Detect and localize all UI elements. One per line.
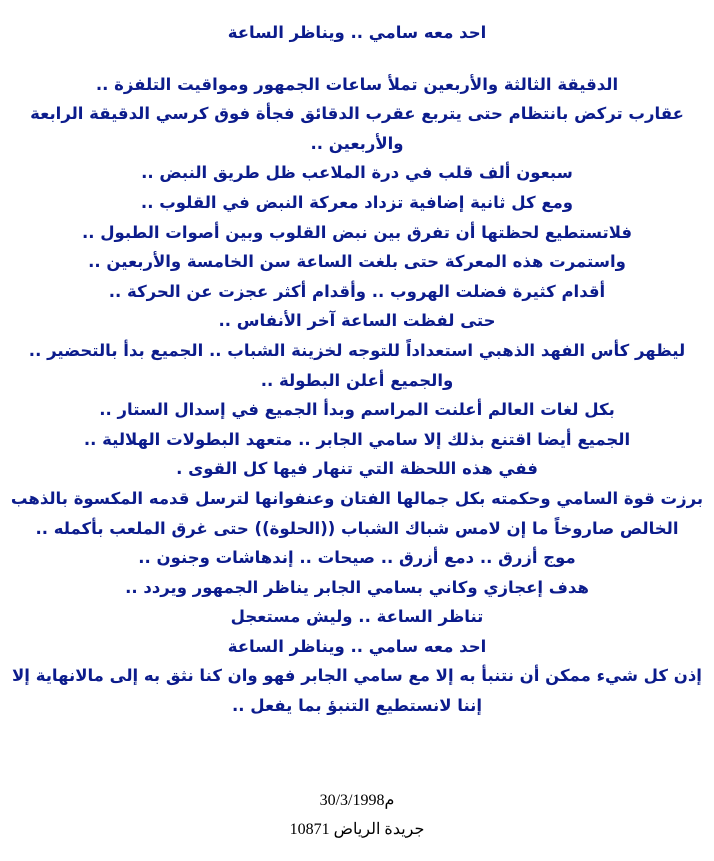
body-line: واستمرت هذه المعركة حتى بلغت الساعة سن الخامسة والأربعين .. bbox=[88, 252, 626, 272]
body-line: الخالص صاروخاً ما إن لامس شباك الشباب ((الحلوة)) حتى غرق الملعب بأكمله .. bbox=[35, 518, 679, 538]
article-footer bbox=[0, 786, 714, 844]
body-line: احد معه سامي .. ويناظر الساعة bbox=[227, 636, 487, 656]
body-line: هدف إعجازي وكاني بسامي الجابر يناظر الجمهور ويردد .. bbox=[125, 577, 589, 597]
body-line: أقدام كثيرة فضلت الهروب .. وأقدام أكثر عجزت عن الحركة .. bbox=[108, 281, 606, 301]
body-line: موج أزرق .. دمع أزرق .. صيحات .. إندهاشات وجنون .. bbox=[138, 548, 576, 568]
body-line: تناظر الساعة .. وليش مستعجل bbox=[230, 607, 484, 627]
publication-source: جريدة الرياض 10871 bbox=[289, 821, 425, 838]
body-line: والجميع أعلن البطولة .. bbox=[260, 370, 454, 390]
body-line: إذن كل شيء ممكن أن نتنبأ به إلا مع سامي الجابر فهو وان كنا نثق به إلى مالانهاية إلا bbox=[12, 666, 702, 686]
body-line: سبعون ألف قلب في درة الملاعب ظل طريق النبض .. bbox=[141, 163, 573, 183]
body-line: بكل لغات العالم أعلنت المراسم وبدأ الجميع في إسدال الستار .. bbox=[99, 400, 615, 420]
body-line: حتى لفظت الساعة آخر الأنفاس .. bbox=[218, 311, 496, 331]
body-line: فلاتستطيع لحظتها أن تفرق بين نبض القلوب وبين أصوات الطبول .. bbox=[81, 222, 633, 242]
body-line: عقارب تركض بانتظام حتى يتربع عقرب الدقائق فجأة فوق كرسي الدقيقة الرابعة bbox=[30, 104, 684, 124]
article-body bbox=[4, 70, 710, 721]
publication-date: 30/3/1998م bbox=[319, 792, 395, 809]
body-line: ليظهر كأس الفهد الذهبي استعداداً للتوجه لخزينة الشباب .. الجميع بدأ بالتحضير .. bbox=[28, 340, 686, 360]
body-line: ففي هذه اللحظة التي تنهار فيها كل القوى . bbox=[176, 459, 538, 479]
body-line: الجميع أيضا اقتنع بذلك إلا سامي الجابر .. متعهد البطولات الهلالية .. bbox=[83, 429, 631, 449]
body-line: ومع كل ثانية إضافية تزداد معركة النبض في القلوب .. bbox=[140, 192, 574, 212]
article-title: احد معه سامي .. ويناظر الساعة bbox=[227, 23, 487, 42]
body-line: والأربعين .. bbox=[310, 133, 404, 153]
body-line: برزت قوة السامي وحكمته بكل جمالها الفتان وعنفوانها لترسل قدمه المكسوة بالذهب bbox=[10, 488, 704, 508]
body-line: إننا لانستطيع التنبؤ بما يفعل .. bbox=[231, 696, 483, 716]
body-line: الدقيقة الثالثة والأربعين تملأ ساعات الجمهور ومواقيت التلفزة .. bbox=[95, 74, 619, 94]
